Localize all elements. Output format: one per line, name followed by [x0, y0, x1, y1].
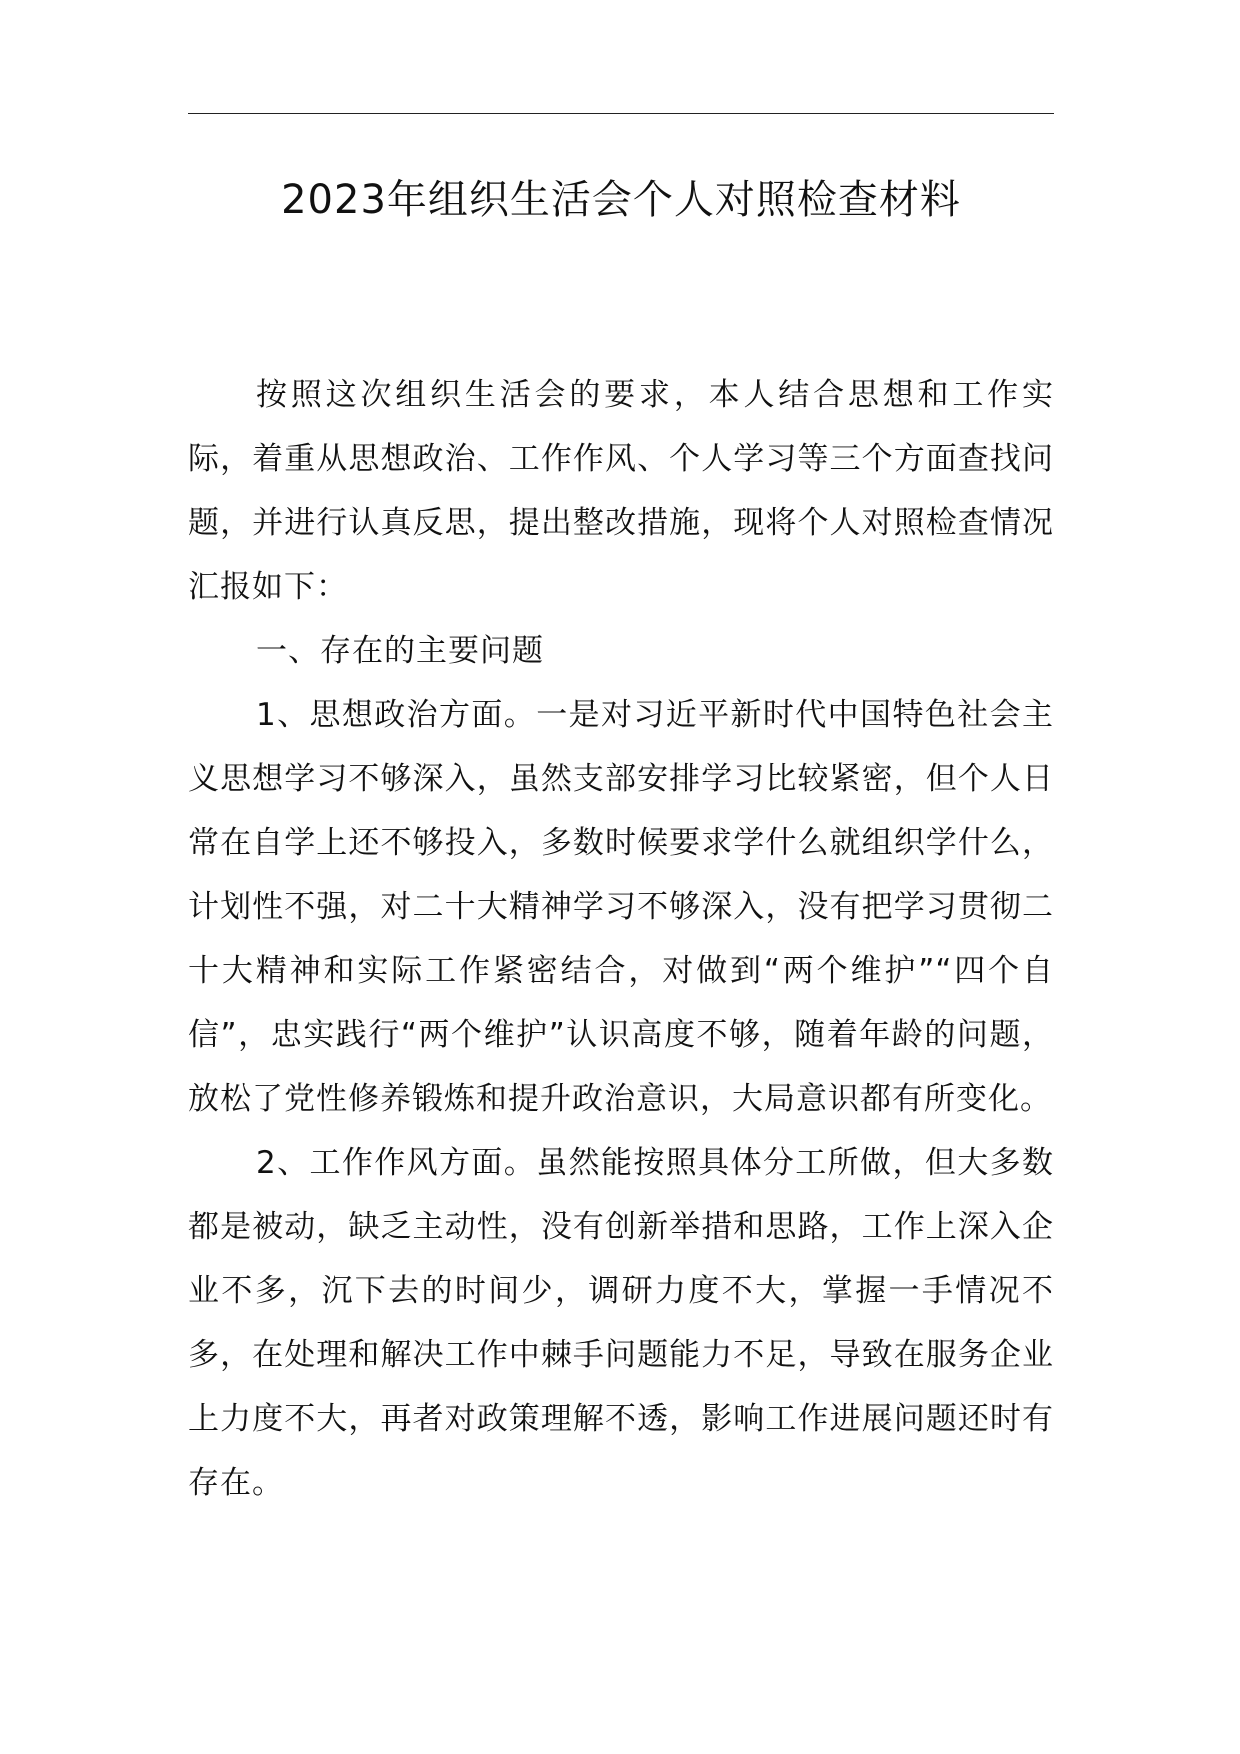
document-body: [188, 363, 1054, 1515]
paragraph-work-style: 2、工作作风方面。虽然能按照具体分工所做，但大多数都是被动，缺乏主动性，没有创新举措和思路，工作上深入企业不多，沉下去的时间少，调研力度不大，掌握一手情况不多，在处理和解决工作中棘手问题能力不足，导致在服务企业上力度不大，再者对政策理解不透，影响工作进展问题还时有存在。: [188, 1145, 1054, 1501]
section-heading-main-problems: 一、存在的主要问题: [256, 633, 544, 669]
intro-paragraph: 按照这次组织生活会的要求，本人结合思想和工作实际，着重从思想政治、工作作风、个人学习等三个方面查找问题，并进行认真反思，提出整改措施，现将个人对照检查情况汇报如下：: [188, 377, 1054, 605]
header-rule: [188, 113, 1054, 114]
paragraph-ideological-political: 1、思想政治方面。一是对习近平新时代中国特色社会主义思想学习不够深入，虽然支部安排学习比较紧密，但个人日常在自学上还不够投入，多数时候要求学什么就组织学什么，计划性不强，对二十大精神学习不够深入，没有把学习贯彻二十大精神和实际工作紧密结合，对做到“两个维护”“四个自信”，忠实践行“两个维护”认识高度不够，随着年龄的问题，放松了党性修养锻炼和提升政治意识，大局意识都有所变化。: [188, 697, 1054, 1117]
document-title: 2023年组织生活会个人对照检查材料: [281, 177, 961, 223]
